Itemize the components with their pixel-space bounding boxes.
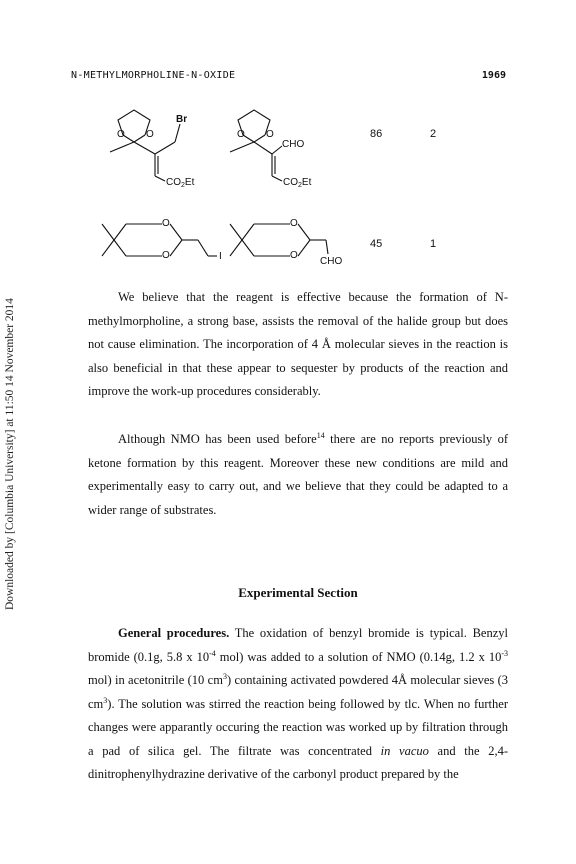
run-in-heading: General procedures. [118, 626, 230, 640]
ester-label: $CO_2Et$ [166, 177, 195, 189]
time-value: 1 [430, 238, 437, 250]
paragraph: General procedures. The oxidation of benzyl bromide is typical. Benzyl bromide (0.1g, 5.8 x $10^{-4}$ mol) was added to a solution of NMO (0.14g, 1.2 x $10^{-3}$ mol) in acetonitrile (10 $cm^3$) containing activated powdered 4Å molecular sieves (3 $cm^3$). The solution was stirred the reaction being followed by tlc. When no further changes were apparantly occuring the reaction was worked up by filtration through a pad of silica gel. The filtrate was concentrated in vacuo and the 2,4-dinitrophenylhydrazine derivative of the carbonyl product prepared by the [88, 626, 509, 781]
paragraph: We believe that the reagent is effective because the formation of N-methylmorpholine, a strong base, assists the removal of the halide group but does not cause elimination. The incorporation of 4 Å molecular sieves in the reaction is also beneficial in that these appear to sequester by products of the reaction and improve the work-up procedures considerably. [88, 290, 508, 398]
time-value: 2 [430, 128, 437, 140]
iodine-label: I [219, 251, 222, 262]
oxygen-label: O [162, 218, 170, 229]
oxygen-label: O [266, 129, 274, 140]
paragraph-general-procedures [88, 622, 508, 787]
aldehyde-label: CHO [320, 256, 343, 267]
aldehyde-label: CHO [282, 139, 305, 150]
yield-value: 86 [370, 128, 383, 140]
structure-dioxane-iodide [102, 224, 217, 256]
oxygen-label: O [117, 129, 125, 140]
paragraph: Although NMO has been used before$^{14}$ there are no reports previously of ketone formation by this reagent. Moreover these new conditions are mild and experimentally easy to carry out, and we believe that they could be adapted to a wider range of substrates. [88, 431, 508, 517]
page-number: 1969 [481, 70, 506, 81]
reference-number: 14 [316, 431, 325, 440]
structure-dioxolane-bromide [110, 110, 180, 181]
oxygen-label: O [162, 250, 170, 261]
oxygen-label: O [146, 129, 154, 140]
yield-value: 45 [370, 238, 383, 250]
oxygen-label: O [290, 250, 298, 261]
running-head-title: N-METHYLMORPHOLINE-N-OXIDE [71, 70, 236, 81]
download-watermark: Downloaded by [Columbia University] at 11:50 14 November 2014 [4, 298, 16, 610]
paragraph-discussion [88, 286, 508, 404]
oxygen-label: O [237, 129, 245, 140]
paragraph-nmo [88, 428, 508, 522]
oxygen-label: O [290, 218, 298, 229]
bromine-label: Br [176, 114, 188, 125]
structure-dioxolane-aldehyde [230, 110, 282, 181]
ester-label: $CO_2Et$ [283, 177, 312, 189]
structure-dioxane-aldehyde [230, 224, 328, 256]
section-heading: Experimental Section [238, 585, 358, 600]
reaction-table [100, 96, 520, 276]
